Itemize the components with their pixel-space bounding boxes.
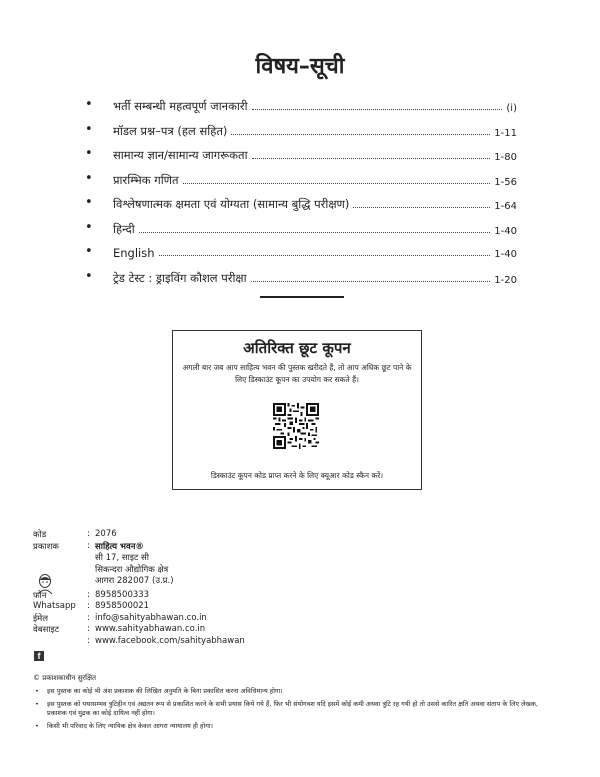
coupon-footer: डिस्काउंट कूपन कोड प्राप्त करने के लिए क्यूआर कोड स्कैन करें। xyxy=(210,471,384,480)
legal-notes xyxy=(33,687,553,734)
toc-item xyxy=(85,169,517,194)
table-of-contents xyxy=(85,95,517,291)
page-title: विषय–सूची xyxy=(255,54,345,79)
dot-leader xyxy=(251,280,491,282)
bullet-icon: • xyxy=(85,219,93,235)
toc-item-page: 1-11 xyxy=(494,127,517,139)
facebook-icon[interactable]: f xyxy=(34,651,44,661)
section-divider xyxy=(260,296,344,298)
toc-item-page: 1-40 xyxy=(494,225,517,237)
coupon-title: अतिरिक्त छूट कूपन xyxy=(243,339,351,357)
list-item: • इस पुस्तक को यथासम्भव त्रुटिहीन एवं अद्यतन रूप से प्रकाशित करने के सभी प्रयास किये गये हैं, फिर भी संयोगवश यदि इसमें कोई कमी अथवा त्रुटि रह गयी हो तो उससे कारित क्षति अथवा संताप के लिए लेखक, प्रकाशक एवं मुद्रक का कोई दायित्व नहीं होगा। xyxy=(35,699,538,717)
toc-item xyxy=(85,242,517,267)
toc-item-label: प्रारम्भिक गणित xyxy=(113,172,179,187)
toc-item-label: ट्रेड टेस्ट : ड्राइविंग कौशल परीक्षा xyxy=(113,270,247,285)
toc-item-page: 1-64 xyxy=(494,201,517,212)
facebook-link[interactable]: www.facebook.com/sahityabhawan xyxy=(95,635,245,646)
bullet-icon: • xyxy=(85,97,93,112)
dot-leader xyxy=(353,206,490,208)
discount-coupon-box xyxy=(172,330,422,490)
whatsapp-label: Whatsapp xyxy=(33,601,76,611)
dot-leader xyxy=(231,133,490,135)
copyright-text: © प्रकाशकाधीन सुरक्षित xyxy=(33,674,96,682)
toc-item-label: सामान्य ज्ञान/सामान्य जागरूकता xyxy=(113,148,248,162)
coupon-description: अगली बार जब आप साहित्य भवन की पुस्तक खरीदते हैं, तो आप अधिक छूट पाने के लिए डिस्काउंट कूपन का उपयोग कर सकते हैं। xyxy=(182,363,412,384)
dot-leader xyxy=(183,182,491,184)
bullet-icon: • xyxy=(85,195,93,210)
toc-item-label: हिन्दी xyxy=(113,221,135,236)
email-label: ईमेल xyxy=(33,613,49,624)
toc-item-label: मॉडल प्रश्न–पत्र (हल सहित) xyxy=(113,123,228,138)
dot-leader xyxy=(252,157,491,159)
list-item: • इस पुस्तक का कोई भी अंश प्रकाशक की लिखित अनुमति के बिना प्रकाशित करना अविधिमान्य होगा। xyxy=(35,687,283,695)
phone-label: फोन xyxy=(33,590,47,601)
bullet-icon: • xyxy=(35,687,39,695)
qr-code-icon[interactable] xyxy=(273,403,319,449)
address-line: सी 17, साइट सी xyxy=(95,553,149,563)
bullet-icon: • xyxy=(85,268,93,284)
address-line: आगरा 282007 (उ.प्र.) xyxy=(95,576,174,586)
toc-item-page: 1-80 xyxy=(494,152,517,163)
toc-item xyxy=(85,218,517,243)
toc-item-label: English xyxy=(113,246,155,260)
bullet-icon: • xyxy=(85,244,93,259)
toc-item xyxy=(85,95,517,120)
dot-leader xyxy=(139,231,491,233)
code-value: 2076 xyxy=(95,529,117,539)
toc-item xyxy=(85,144,517,169)
phone-value[interactable]: 8958500333 xyxy=(95,589,150,600)
bullet-icon: • xyxy=(35,721,39,730)
bullet-icon: • xyxy=(85,146,93,161)
toc-item xyxy=(85,267,517,292)
toc-item-page: 1-20 xyxy=(494,274,517,286)
toc-item xyxy=(85,120,517,145)
whatsapp-value[interactable]: 8958500021 xyxy=(95,601,150,611)
publisher-name: साहित्य भवन® xyxy=(95,541,144,552)
toc-item-label: भर्ती सम्बन्धी महत्वपूर्ण जानकारी xyxy=(113,99,248,113)
toc-item-label: विश्लेषणात्मक क्षमता एवं योग्यता (सामान्य बुद्धि परीक्षण) xyxy=(113,197,350,211)
publisher-info: कोड : 2076 प्रकाशक : साहित्य भवन® सी 17, साइट सी सिकन्दरा औद्योगिक क्षेत्र आगरा 282007 (उ.प्र.) फोन : 8958500333 Whatsapp : 8958500021 ईमेल : info@sahityabhawan.co.in वेबसाइट : www.sahityabhawan.co.in : www.facebook.com/sahityabhawan xyxy=(33,529,245,646)
website-label: वेबसाइट xyxy=(33,625,59,635)
publisher-label: प्रकाशक xyxy=(33,541,59,552)
toc-item-page: 1-40 xyxy=(494,249,517,260)
bullet-icon: • xyxy=(85,170,93,186)
code-label: कोड xyxy=(33,530,47,540)
toc-item xyxy=(85,193,517,218)
email-link[interactable]: info@sahityabhawan.co.in xyxy=(95,612,207,623)
website-link[interactable]: www.sahityabhawan.co.in xyxy=(95,624,206,634)
dot-leader xyxy=(159,254,491,256)
address-line: सिकन्दरा औद्योगिक क्षेत्र xyxy=(95,564,169,575)
toc-item-page: 1-56 xyxy=(494,176,517,188)
dot-leader xyxy=(252,108,503,110)
bullet-icon: • xyxy=(35,699,39,708)
list-item: • किसी भी परिवाद के लिए न्यायिक क्षेत्र केवल आगरा न्यायालय ही होगा। xyxy=(35,721,213,730)
bullet-icon: • xyxy=(85,121,93,137)
toc-item-page: (i) xyxy=(506,103,517,114)
reader-avatar-icon xyxy=(37,574,53,594)
